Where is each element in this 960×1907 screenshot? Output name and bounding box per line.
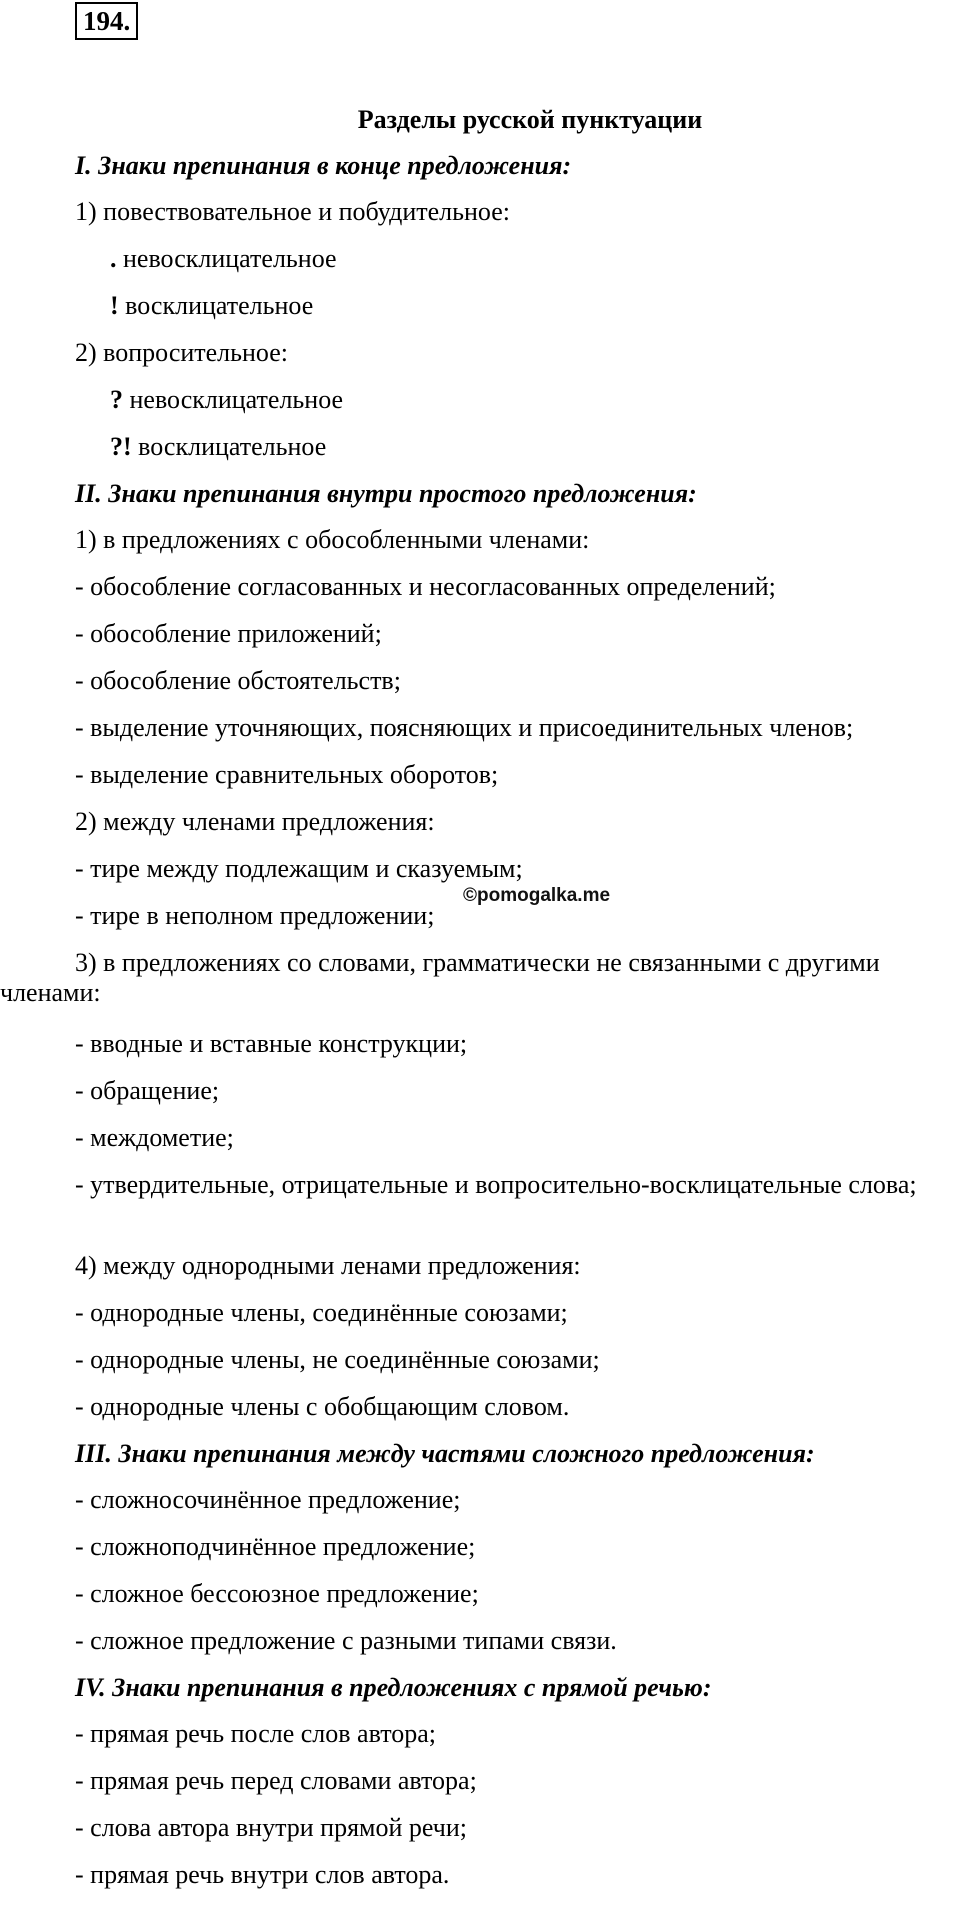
punctuation-mark: ! — [110, 291, 119, 320]
watermark: ©pomogalka.me — [463, 885, 611, 906]
punctuation-subitem — [0, 385, 960, 432]
list-item: - сложное предложение с разными типами связи. — [75, 1626, 617, 1655]
punctuation-subitem — [0, 244, 960, 291]
list-item: - междометие; — [75, 1123, 234, 1152]
list-item: 2) вопросительное: — [75, 338, 289, 367]
list-item: 4) между однородными ленами предложения: — [75, 1251, 581, 1280]
list-item: 1) повествовательное и побудительное: — [75, 197, 510, 226]
subitem-text: невосклицательное — [123, 385, 344, 414]
list-item: - выделение уточняющих, поясняющих и присоединительных членов; — [75, 713, 854, 742]
list-item: - обращение; — [75, 1076, 220, 1105]
punctuation-mark: . — [110, 244, 117, 273]
list-item: 2) между членами предложения: — [75, 807, 435, 836]
list-item: - тире в неполном предложении; — [75, 901, 435, 930]
section-heading-4: IV. Знаки препинания в предложениях с прямой речью: — [75, 1673, 712, 1702]
list-item: - однородные члены, не соединённые союзами; — [75, 1345, 600, 1374]
punctuation-mark: ?! — [110, 432, 132, 461]
section-heading-3: III. Знаки препинания между частями сложного предложения: — [75, 1439, 815, 1468]
punctuation-mark: ? — [110, 385, 123, 414]
list-item: - слова автора внутри прямой речи; — [75, 1813, 468, 1842]
list-item: 1) в предложениях с обособленными членами: — [75, 525, 590, 554]
page-title: Разделы русской пунктуации — [357, 105, 703, 134]
list-item-wrapped: - утвердительные, отрицательные и вопросительно-восклицательные слова; — [75, 1170, 917, 1199]
list-item: - сложносочинённое предложение; — [75, 1485, 461, 1514]
list-item: - однородные члены, соединённые союзами; — [75, 1298, 568, 1327]
list-item: - прямая речь внутри слов автора. — [75, 1860, 450, 1889]
list-item: - прямая речь перед словами автора; — [75, 1766, 477, 1795]
task-number: 194. — [75, 2, 138, 40]
section-heading-1: I. Знаки препинания в конце предложения: — [75, 151, 572, 180]
list-item: - однородные члены с обобщающим словом. — [75, 1392, 570, 1421]
list-item: - обособление обстоятельств; — [75, 666, 401, 695]
list-item: - тире между подлежащим и сказуемым; — [75, 854, 523, 883]
punctuation-subitem — [0, 432, 960, 479]
list-item: - обособление согласованных и несогласованных определений; — [75, 572, 776, 601]
document-body — [0, 105, 960, 1907]
subitem-text: невосклицательное — [116, 244, 337, 273]
list-item: - обособление приложений; — [75, 619, 382, 648]
list-item: - вводные и вставные конструкции; — [75, 1029, 468, 1058]
subitem-text: восклицательное — [131, 432, 327, 461]
list-item: - сложноподчинённое предложение; — [75, 1532, 476, 1561]
list-item: - выделение сравнительных оборотов; — [75, 760, 499, 789]
list-item: - прямая речь после слов автора; — [75, 1719, 436, 1748]
section-heading-2: II. Знаки препинания внутри простого предложения: — [75, 479, 697, 508]
list-item-wrapped: 3) в предложениях со словами, грамматически не связанными с другими членами: — [0, 948, 880, 1007]
subitem-text: восклицательное — [118, 291, 314, 320]
punctuation-subitem — [0, 291, 960, 338]
list-item: - сложное бессоюзное предложение; — [75, 1579, 479, 1608]
